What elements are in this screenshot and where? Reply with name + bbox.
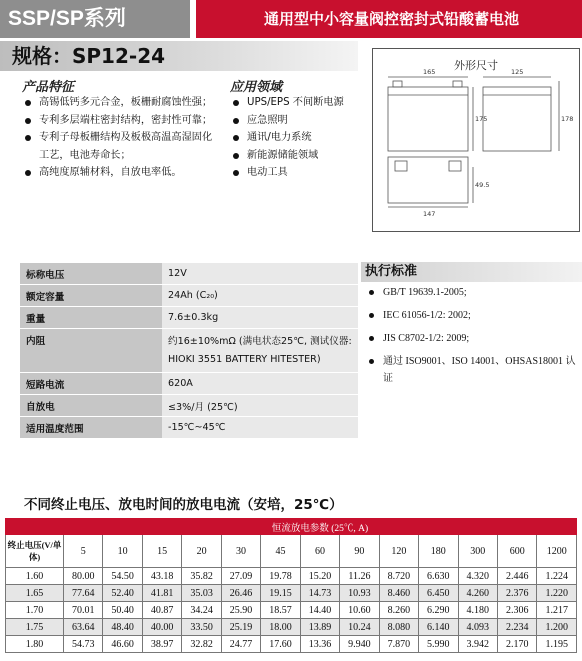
current-value: 40.87 xyxy=(142,602,181,619)
current-value: 13.36 xyxy=(300,636,339,653)
application-item: 电动工具 xyxy=(230,164,365,182)
standard-item: GB/T 19639.1-2005; xyxy=(361,284,582,301)
end-voltage: 1.75 xyxy=(6,619,64,636)
spec-row xyxy=(20,373,358,395)
spec-key: 内阻 xyxy=(20,329,162,373)
spec-key: 标称电压 xyxy=(20,263,162,285)
dimension-drawing xyxy=(372,48,580,232)
time-header: 180 xyxy=(419,535,458,568)
standard-item: 通过 ISO9001、ISO 14001、OHSAS18001 认证 xyxy=(361,353,582,387)
current-value: 25.90 xyxy=(221,602,260,619)
discharge-caption-row xyxy=(6,519,577,535)
current-value: 35.03 xyxy=(182,585,221,602)
current-value: 1.217 xyxy=(537,602,577,619)
product-banner: 通用型中小容量阀控密封式铅酸蓄电池 xyxy=(196,0,582,38)
spec-key: 自放电 xyxy=(20,395,162,417)
current-value: 6.450 xyxy=(419,585,458,602)
current-value: 43.18 xyxy=(142,568,181,585)
current-value: 4.180 xyxy=(458,602,497,619)
current-value: 2.446 xyxy=(497,568,536,585)
current-value: 24.77 xyxy=(221,636,260,653)
current-value: 5.990 xyxy=(419,636,458,653)
current-value: 8.260 xyxy=(379,602,418,619)
current-value: 3.942 xyxy=(458,636,497,653)
current-value: 10.24 xyxy=(340,619,379,636)
spec-key: 适用温度范围 xyxy=(20,417,162,439)
spec-key: 短路电流 xyxy=(20,373,162,395)
application-item: UPS/EPS 不间断电源 xyxy=(230,94,365,112)
discharge-table xyxy=(5,518,577,653)
spec-value: 24Ah (C₂₀) xyxy=(162,285,358,307)
feature-item: 高纯度原辅材料，自放电率低。 xyxy=(22,164,214,182)
spec-value: 7.6±0.3kg xyxy=(162,307,358,329)
current-value: 38.97 xyxy=(142,636,181,653)
feature-item: 专利多层端柱密封结构，密封性可靠； xyxy=(22,112,214,130)
current-value: 54.73 xyxy=(64,636,103,653)
current-value: 1.195 xyxy=(537,636,577,653)
spec-row xyxy=(20,307,358,329)
current-value: 1.220 xyxy=(537,585,577,602)
features-list xyxy=(22,94,214,182)
current-value: 14.40 xyxy=(300,602,339,619)
discharge-title: 不同终止电压、放电时间的放电电流（安培，25℃） xyxy=(24,497,343,513)
dim-length: 165 xyxy=(423,68,436,76)
battery-outline-diagram xyxy=(373,49,579,231)
current-value: 54.50 xyxy=(103,568,142,585)
dim-bottom-width: 147 xyxy=(423,210,436,218)
current-value: 2.376 xyxy=(497,585,536,602)
current-value: 32.82 xyxy=(182,636,221,653)
current-value: 6.290 xyxy=(419,602,458,619)
current-value: 50.40 xyxy=(103,602,142,619)
discharge-row xyxy=(6,585,577,602)
current-value: 80.00 xyxy=(64,568,103,585)
current-value: 8.080 xyxy=(379,619,418,636)
standard-item: JIS C8702-1/2: 2009; xyxy=(361,330,582,347)
current-value: 18.00 xyxy=(261,619,300,636)
current-value: 10.60 xyxy=(340,602,379,619)
current-value: 2.170 xyxy=(497,636,536,653)
time-header: 30 xyxy=(221,535,260,568)
features-title: 产品特征 xyxy=(22,80,75,95)
model-title: 规格：SP12-24 xyxy=(0,41,358,71)
current-value: 77.64 xyxy=(64,585,103,602)
current-value: 1.224 xyxy=(537,568,577,585)
end-voltage: 1.65 xyxy=(6,585,64,602)
applications-list xyxy=(230,94,365,182)
time-header: 10 xyxy=(103,535,142,568)
current-value: 9.940 xyxy=(340,636,379,653)
spec-value: 12V xyxy=(162,263,358,285)
dim-height-case: 175 xyxy=(475,115,488,123)
spec-row xyxy=(20,417,358,439)
discharge-row xyxy=(6,602,577,619)
dim-height-total: 178 xyxy=(561,115,574,123)
current-value: 7.870 xyxy=(379,636,418,653)
current-value: 2.306 xyxy=(497,602,536,619)
spec-value: 620A xyxy=(162,373,358,395)
current-value: 19.78 xyxy=(261,568,300,585)
discharge-caption: 恒流放电参数 (25℃, A) xyxy=(64,519,577,535)
end-voltage: 1.60 xyxy=(6,568,64,585)
current-value: 34.24 xyxy=(182,602,221,619)
current-value: 41.81 xyxy=(142,585,181,602)
time-header: 300 xyxy=(458,535,497,568)
current-value: 63.64 xyxy=(64,619,103,636)
row-header: 终止电压(V/单体) xyxy=(6,535,64,568)
discharge-row xyxy=(6,619,577,636)
time-header: 45 xyxy=(261,535,300,568)
current-value: 46.60 xyxy=(103,636,142,653)
current-value: 8.720 xyxy=(379,568,418,585)
current-value: 14.73 xyxy=(300,585,339,602)
current-value: 40.00 xyxy=(142,619,181,636)
feature-item: 专利子母板栅结构及板极高温高湿固化工艺，电池寿命长； xyxy=(22,129,214,164)
current-value: 6.140 xyxy=(419,619,458,636)
current-value: 35.82 xyxy=(182,568,221,585)
end-voltage: 1.70 xyxy=(6,602,64,619)
current-value: 8.460 xyxy=(379,585,418,602)
current-value: 33.50 xyxy=(182,619,221,636)
applications-title: 应用领域 xyxy=(230,80,283,95)
spec-key: 重量 xyxy=(20,307,162,329)
dim-width: 125 xyxy=(511,68,524,76)
dim-terminal: 49.5 xyxy=(475,181,490,189)
feature-item: 高锡低钙多元合金，板栅耐腐蚀性强； xyxy=(22,94,214,112)
current-value: 70.01 xyxy=(64,602,103,619)
end-voltage: 1.80 xyxy=(6,636,64,653)
current-value: 52.40 xyxy=(103,585,142,602)
current-value: 27.09 xyxy=(221,568,260,585)
discharge-header-row xyxy=(6,535,577,568)
application-item: 通讯/电力系统 xyxy=(230,129,365,147)
time-header: 90 xyxy=(340,535,379,568)
discharge-row xyxy=(6,568,577,585)
time-header: 15 xyxy=(142,535,181,568)
time-header: 1200 xyxy=(537,535,577,568)
spec-key: 额定容量 xyxy=(20,285,162,307)
time-header: 20 xyxy=(182,535,221,568)
dimension-title: 外形尺寸 xyxy=(454,59,498,72)
standards-title: 执行标准 xyxy=(361,262,582,282)
spec-value: ≤3%/月 (25℃) xyxy=(162,395,358,417)
current-value: 15.20 xyxy=(300,568,339,585)
spec-row xyxy=(20,263,358,285)
spec-row xyxy=(20,329,358,373)
discharge-row xyxy=(6,636,577,653)
current-value: 13.89 xyxy=(300,619,339,636)
current-value: 4.093 xyxy=(458,619,497,636)
current-value: 11.26 xyxy=(340,568,379,585)
current-value: 26.46 xyxy=(221,585,260,602)
series-banner: SSP/SP系列 xyxy=(0,0,190,38)
current-value: 17.60 xyxy=(261,636,300,653)
spec-row xyxy=(20,285,358,307)
spec-value: -15℃~45℃ xyxy=(162,417,358,439)
application-item: 新能源储能领域 xyxy=(230,147,365,165)
time-header: 5 xyxy=(64,535,103,568)
current-value: 4.260 xyxy=(458,585,497,602)
spec-value: 约16±10%mΩ (满电状态25℃, 测试仪器: HIOKI 3551 BATTERY HITESTER) xyxy=(162,329,358,373)
application-item: 应急照明 xyxy=(230,112,365,130)
standard-item: IEC 61056-1/2: 2002; xyxy=(361,307,582,324)
time-header: 600 xyxy=(497,535,536,568)
current-value: 4.320 xyxy=(458,568,497,585)
current-value: 1.200 xyxy=(537,619,577,636)
standards-list xyxy=(361,284,582,387)
current-value: 48.40 xyxy=(103,619,142,636)
spec-row xyxy=(20,395,358,417)
time-header: 60 xyxy=(300,535,339,568)
current-value: 6.630 xyxy=(419,568,458,585)
current-value: 2.234 xyxy=(497,619,536,636)
current-value: 25.19 xyxy=(221,619,260,636)
spec-table xyxy=(20,262,358,439)
current-value: 19.15 xyxy=(261,585,300,602)
current-value: 18.57 xyxy=(261,602,300,619)
time-header: 120 xyxy=(379,535,418,568)
current-value: 10.93 xyxy=(340,585,379,602)
